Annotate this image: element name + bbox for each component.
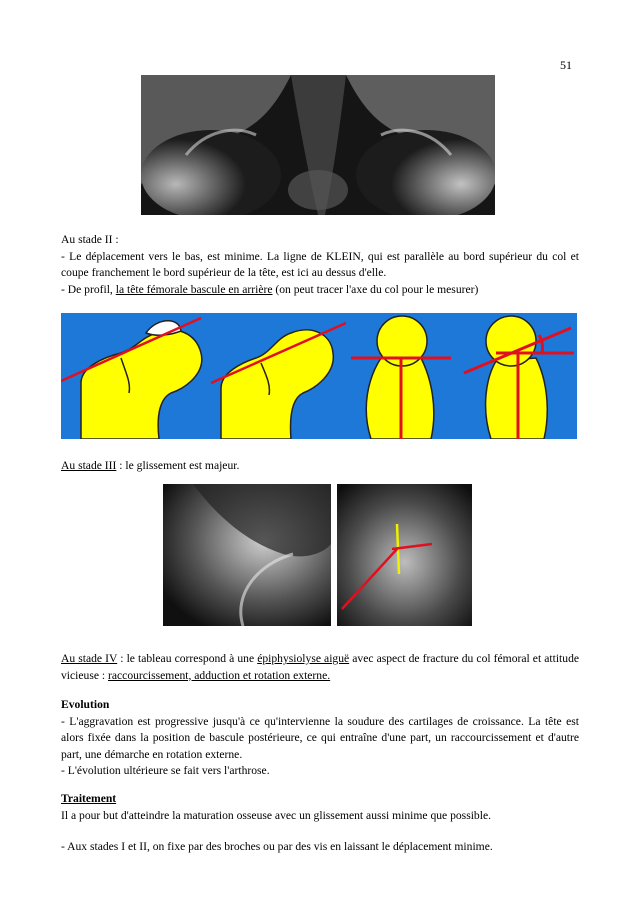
stage3-xray-left — [163, 484, 331, 626]
femur-profile-diagram — [346, 313, 577, 439]
femur-frontal-diagram — [61, 313, 346, 439]
stage3-title: Au stade III — [61, 459, 117, 472]
pelvis-xray-image — [141, 75, 495, 215]
stage2-title: Au stade II : — [61, 233, 119, 246]
stage3-xray-right — [337, 484, 472, 626]
stage4-text-a: : le tableau correspond à une — [117, 652, 258, 665]
stage2-paragraph — [61, 232, 579, 298]
stage3-text: : le glissement est majeur. — [116, 459, 240, 472]
stage2-line2 — [61, 282, 579, 299]
evolution-para2: - L'évolution ultérieure se fait vers l'arthrose. — [61, 764, 270, 777]
stage4-paragraph — [61, 651, 579, 684]
treatment-section — [61, 791, 579, 856]
page-number: 51 — [560, 58, 572, 72]
stage2-line2-suffix: (on peut tracer l'axe du col pour le mesurer) — [272, 282, 479, 296]
stage2-line2-underlined: la tête fémorale bascule en arrière — [115, 282, 273, 296]
stage2-line1: - Le déplacement vers le bas, est minime. La ligne de KLEIN, qui est parallèle au bord supérieur du col et coupe franchement le bord supérieur de la tête, est ici au dessus d'elle. — [61, 249, 579, 279]
treatment-para1: Il a pour but d'atteindre la maturation osseuse avec un glissement aussi minime que possible. — [61, 808, 491, 822]
stage4-underlined-b: raccourcissement, adduction et rotation externe. — [108, 668, 331, 682]
stage4-title: Au stade IV — [61, 652, 118, 665]
evolution-section — [61, 697, 579, 780]
evolution-para1: - L'aggravation est progressive jusqu'à ce qu'intervienne la soudure des cartilages de croissance. La tête est alors fixée dans la position de bascule postérieure, ce qui entraîne d'une part, un raccourcissement et d'autre part, une démarche en rotation externe. — [61, 714, 579, 761]
stage4-underlined-a: épiphysiolyse aiguë — [257, 652, 350, 665]
stage2-line2-prefix: - De profil, — [61, 282, 116, 296]
stage4-text-b: avec aspect de fracture du col fémoral et attitude vicieuse : — [61, 652, 580, 682]
evolution-heading: Evolution — [61, 698, 110, 711]
treatment-heading: Traitement — [61, 792, 117, 805]
treatment-para2: - Aux stades I et II, on fixe par des broches ou par des vis en laissant le déplacement minime. — [61, 840, 493, 853]
stage3-paragraph — [61, 458, 579, 475]
